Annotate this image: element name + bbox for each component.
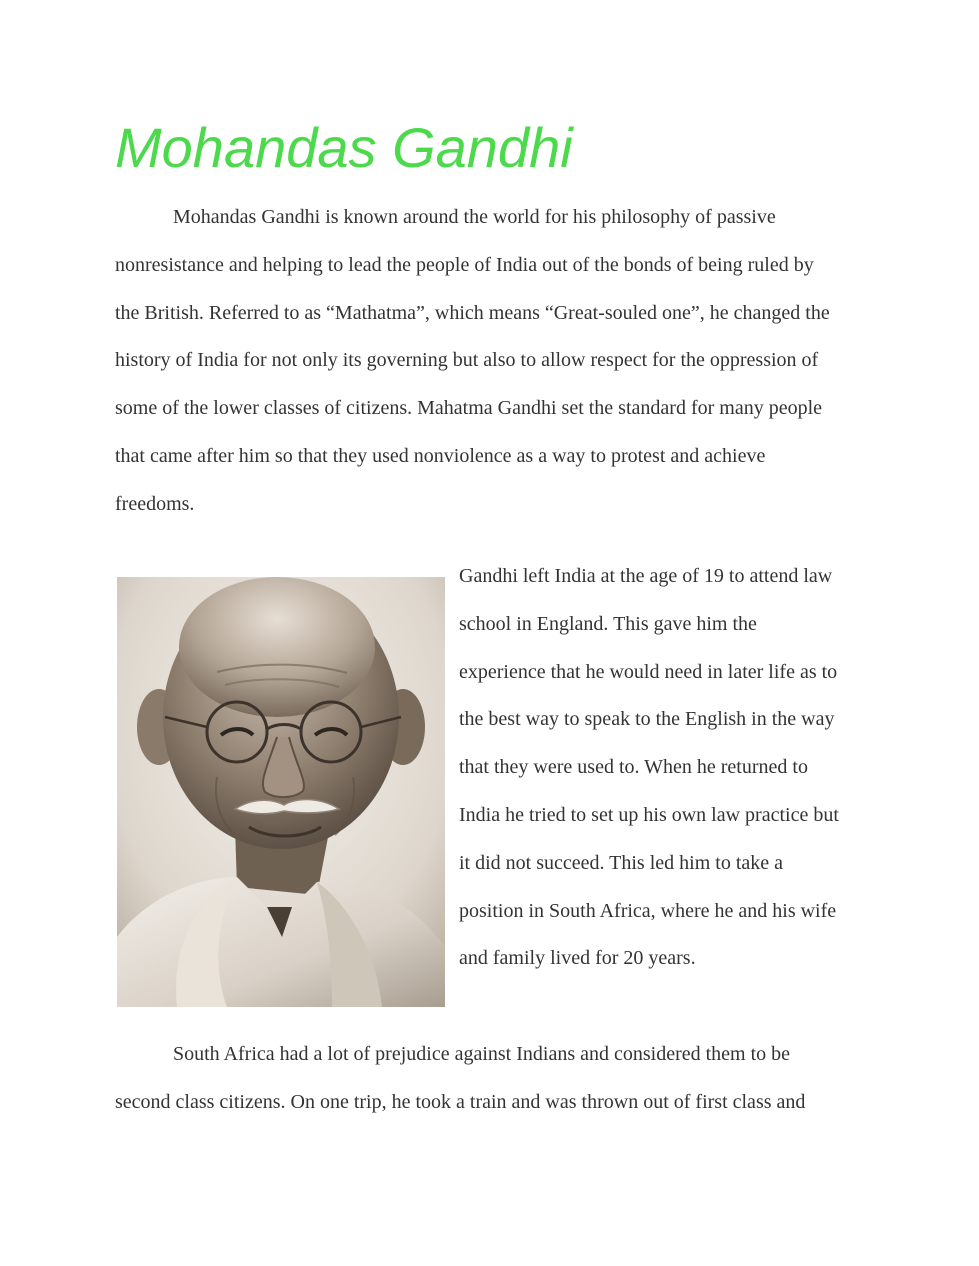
south-africa-paragraph [115, 1031, 875, 1127]
paragraph-line: freedoms. [115, 492, 195, 515]
paragraph-line: second class citizens. On one trip, he took a train and was thrown out of first class and [115, 1090, 806, 1113]
page-title: Mohandas Gandhi [115, 116, 573, 179]
paragraph-line: some of the lower classes of citizens. Mahatma Gandhi set the standard for many people [115, 397, 823, 420]
gandhi-portrait-image [117, 577, 445, 1007]
paragraph-line: it did not succeed. This led him to take a [459, 851, 784, 874]
portrait-illustration [117, 577, 445, 1007]
paragraph-line: South Africa had a lot of prejudice against Indians and considered them to be [173, 1043, 791, 1065]
paragraph-line: nonresistance and helping to lead the people of India out of the bonds of being ruled by [115, 253, 814, 276]
intro-paragraph [115, 194, 875, 529]
paragraph-line: Mohandas Gandhi is known around the world for his philosophy of passive [173, 206, 776, 228]
paragraph-line: experience that he would need in later life as to [459, 660, 838, 683]
paragraph-line: that came after him so that they used nonviolence as a way to protest and achieve [115, 444, 766, 467]
paragraph-line: history of India for not only its governing but also to allow respect for the oppression of [115, 349, 819, 372]
paragraph-line: India he tried to set up his own law practice but [459, 803, 839, 826]
paragraph-line: that they were used to. When he returned to [459, 756, 808, 779]
paragraph-line: Gandhi left India at the age of 19 to attend law [459, 565, 833, 587]
paragraph-line: position in South Africa, where he and his wife [459, 899, 837, 922]
paragraph-line: the best way to speak to the English in the way [459, 708, 835, 731]
england-paragraph [459, 553, 879, 983]
paragraph-line: and family lived for 20 years. [459, 947, 696, 970]
paragraph-line: the British. Referred to as “Mathatma”, which means “Great-souled one”, he changed the [115, 301, 830, 324]
paragraph-line: school in England. This gave him the [459, 612, 757, 635]
